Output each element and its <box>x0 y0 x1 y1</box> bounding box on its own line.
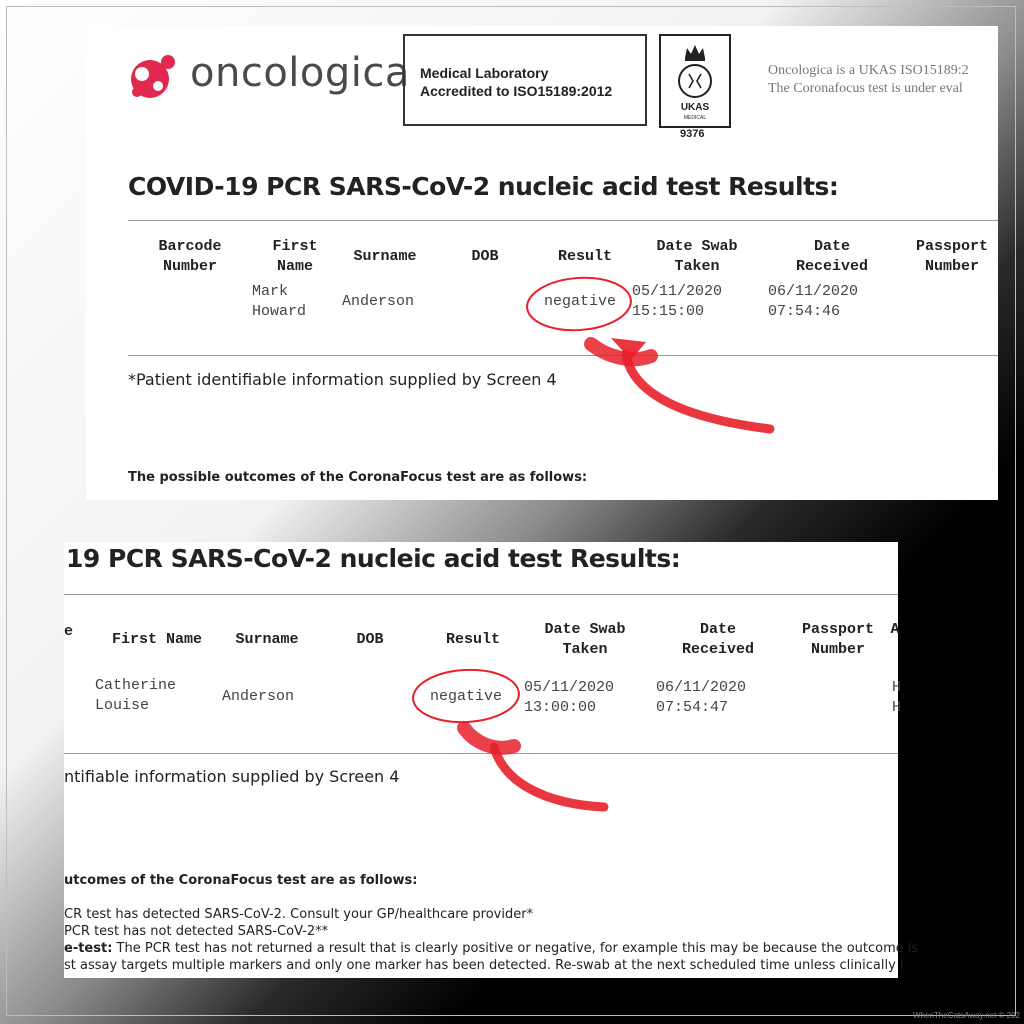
outcome-retest: e-test: The PCR test has not returned a result that is clearly positive or negative, for example this may be because the outcome is <box>64 941 919 956</box>
header-dob: DOB <box>471 248 499 265</box>
report-screenshot-bottom <box>64 542 919 978</box>
result-circle-annotation-2 <box>412 667 521 724</box>
accreditation-line-2: Accredited to ISO15189:2012 <box>420 83 613 99</box>
cell-date-swab-taken: 05/11/2020 15:15:00 <box>632 283 723 320</box>
cell-first-name: Mark Howard <box>252 283 307 320</box>
ukas-label: UKAS <box>680 102 710 113</box>
oncologica-logo-text: oncologica <box>190 50 410 96</box>
cell-surname: Anderson <box>342 293 415 310</box>
ukas-number: 9376 <box>680 128 705 140</box>
result-circle-annotation <box>525 274 632 333</box>
header-result: Result <box>557 248 612 265</box>
outcome-retest-detail: st assay targets multiple markers and only one marker has been detected. Re-swab at the next scheduled time unless clinically i <box>64 958 904 973</box>
header-result-2: Result <box>445 631 500 648</box>
header-first-name: First Name <box>272 238 318 275</box>
arrow-stroke-2 <box>494 747 604 807</box>
page-title-cropped: 19 PCR SARS-CoV-2 nucleic acid test Results: <box>66 544 681 573</box>
outcomes-heading: The possible outcomes of the CoronaFocus test are as follows: <box>128 470 588 485</box>
patient-info-note: *Patient identifiable information supplied by Screen 4 <box>128 370 557 389</box>
cell-date-received: 06/11/2020 07:54:46 <box>768 283 859 320</box>
cell-result: negative <box>544 293 617 310</box>
cell-cropped-right: H H <box>892 679 902 716</box>
outcome-negative: PCR test has not detected SARS-CoV-2** <box>64 924 329 939</box>
accreditation-line-1: Medical Laboratory <box>420 65 549 81</box>
header-cropped-left: e <box>64 623 74 640</box>
arrow-stroke <box>626 354 770 429</box>
header-cropped-right: A <box>890 621 900 638</box>
header-passport-number-2: Passport Number <box>801 621 874 658</box>
red-annotation-bottom <box>64 542 898 978</box>
header-dob-2: DOB <box>356 631 384 648</box>
header-surname-2: Surname <box>235 631 299 648</box>
cell-result-2: negative <box>430 688 503 705</box>
patient-info-note-2: ntifiable information supplied by Screen 4 <box>64 767 400 786</box>
cell-first-name-2: Catherine Louise <box>95 677 177 714</box>
cell-surname-2: Anderson <box>222 688 295 705</box>
red-annotation-top <box>86 26 998 500</box>
header-date-swab-taken: Date Swab Taken <box>656 238 738 275</box>
ukas-note-line-1: Oncologica is a UKAS ISO15189:2 <box>768 63 969 78</box>
watermark: WhenTheCatsAway.net © 202 <box>913 1011 1020 1020</box>
cell-date-received-2: 06/11/2020 07:54:47 <box>656 679 747 716</box>
header-date-swab-taken-2: Date Swab Taken <box>544 621 626 658</box>
header-date-received: Date Received <box>795 238 868 275</box>
ukas-note-line-2: The Coronafocus test is under eval <box>768 81 963 96</box>
cell-date-swab-taken-2: 05/11/2020 13:00:00 <box>524 679 615 716</box>
ukas-sub-label: MEDICAL <box>683 115 707 121</box>
header-surname: Surname <box>353 248 417 265</box>
header-passport-number: Passport Number <box>915 238 988 275</box>
header-first-name-2: First Name <box>111 631 202 648</box>
page-title: COVID-19 PCR SARS-CoV-2 nucleic acid test Results: <box>128 172 839 201</box>
report-screenshot-top <box>86 26 998 500</box>
outcomes-heading-2: utcomes of the CoronaFocus test are as follows: <box>64 873 418 888</box>
header-date-received-2: Date Received <box>681 621 754 658</box>
header-barcode: Barcode Number <box>158 238 222 275</box>
outcome-positive: CR test has detected SARS-CoV-2. Consult your GP/healthcare provider* <box>64 907 534 922</box>
